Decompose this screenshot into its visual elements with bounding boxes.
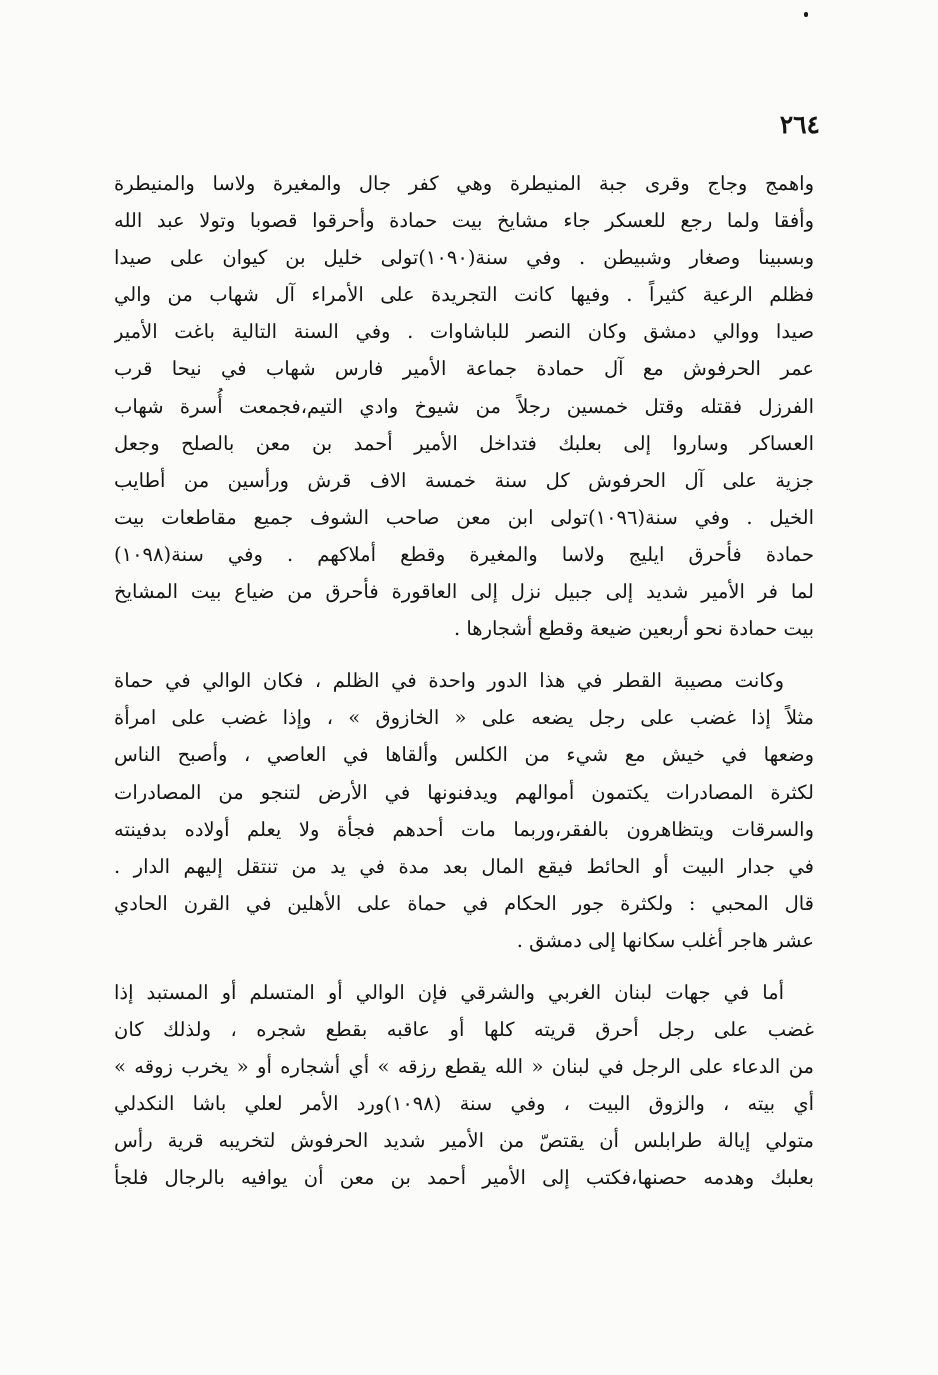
text-line: وضعها في خيش مع شيء من الكلس وألقاها في العاصي ، وأصبح الناس bbox=[114, 743, 814, 767]
text-line: الفرزل فقتله وقتل خمسين رجلاً من شيوخ وادي التيم،فجمعت أُسرة شهاب bbox=[114, 394, 814, 418]
text-line: وبسبينا وصغار وشبيطن . وفي سنة(١٠٩٠)تولى خليل بن كيوان على صيدا bbox=[114, 246, 814, 270]
text-line: العساكر وساروا إلى بعلبك فتداخل الأمير أحمد بن معن بالصلح وجعل bbox=[114, 431, 814, 455]
text-line: قال المحبي : ولكثرة جور الحكام في حماة على الأهلين في القرن الحادي bbox=[114, 891, 814, 915]
text-line: حمادة فأحرق ايليج ولاسا والمغيرة وقطع أملاكهم . وفي سنة(١٠٩٨) bbox=[114, 542, 814, 566]
text-line: بيت حمادة نحو أربعين ضيعة وقطع أشجارها . bbox=[453, 617, 814, 641]
text-line: عمر الحرفوش مع آل حمادة جماعة الأمير فارس شهاب في نيحا قرب bbox=[114, 357, 814, 381]
text-line: مثلاً إذا غضب على رجل يضعه على « الخازوق » ، وإذا غضب على امرأة bbox=[114, 706, 814, 730]
text-line: متولي إيالة طرابلس أن يقتصّ من الأمير شديد الحرفوش لتخريبه قرية رأس bbox=[114, 1129, 814, 1153]
text-line: والسرقات ويتظاهرون بالفقر،وربما مات أحدهم فجأة ولا يعلم أولاده بدفينته bbox=[114, 817, 814, 841]
text-line: لما فر الأمير شديد إلى جبيل نزل إلى العاقورة فأحرق من ضياع بيت المشايخ bbox=[114, 580, 814, 604]
text-line: الخيل . وفي سنة(١٠٩٦)تولى ابن معن صاحب الشوف جميع مقاطعات بيت bbox=[114, 505, 814, 529]
text-line: جزية على آل الحرفوش كل سنة خمسة الاف قرش ورأسين من أطايب bbox=[114, 468, 814, 492]
text-line: في جدار البيت أو الحائط فيقع المال بعد مدة في يد من تنتقل إليهم الدار . bbox=[114, 854, 814, 878]
ink-speck bbox=[804, 12, 808, 17]
text-line: غضب على رجل أحرق قريته كلها أو عاقبه بقطع شجره ، ولذلك كان bbox=[114, 1018, 814, 1042]
text-line: وأفقا ولما رجع للعسكر جاء مشايخ بيت حمادة وأحرقوا قصوبا وتولا عبد الله bbox=[114, 209, 814, 233]
page-number: ٢٦٤ bbox=[779, 110, 820, 139]
text-line: بعلبك وهدمه حصنها،فكتب إلى الأمير أحمد بن معن أن يوافيه بالرجال فلجأ bbox=[114, 1166, 814, 1190]
body-text bbox=[114, 165, 814, 1197]
text-line: أي بيته ، والزوق البيت ، وفي سنة (١٠٩٨)ورد الأمر لعلي باشا النكدلي bbox=[114, 1092, 814, 1116]
text-line: واهمج وجاج وقرى جبة المنيطرة وهي كفر جال والمغيرة ولاسا والمنيطرة bbox=[114, 172, 814, 195]
text-line: عشر هاجر أغلب سكانها إلى دمشق . bbox=[516, 928, 814, 952]
paragraph-2 bbox=[114, 662, 814, 959]
text-line: أما في جهات لبنان الغربي والشرقي فإن الوالي أو المتسلم أو المستبد إذا bbox=[114, 980, 784, 1004]
text-line: لكثرة المصادرات يكتمون أموالهم ويدفنونها في الأرض لتنجو من المصادرات bbox=[114, 780, 814, 804]
paragraph-1 bbox=[114, 165, 814, 647]
paragraph-3 bbox=[114, 974, 814, 1197]
text-line: صيدا ووالي دمشق وكان النصر للباشاوات . وفي السنة التالية باغت الأمير bbox=[114, 320, 814, 344]
text-line: وكانت مصيبة القطر في هذا الدور واحدة في الظلم ، فكان الوالي في حماة bbox=[114, 669, 784, 693]
text-line: فظلم الرعية كثيراً . وفيها كانت التجريدة على الأمراء آل شهاب من والي bbox=[114, 283, 814, 307]
text-line: من الدعاء على الرجل في لبنان « الله يقطع رزقه » أي أشجاره أو « يخرب زوقه » bbox=[114, 1055, 814, 1079]
